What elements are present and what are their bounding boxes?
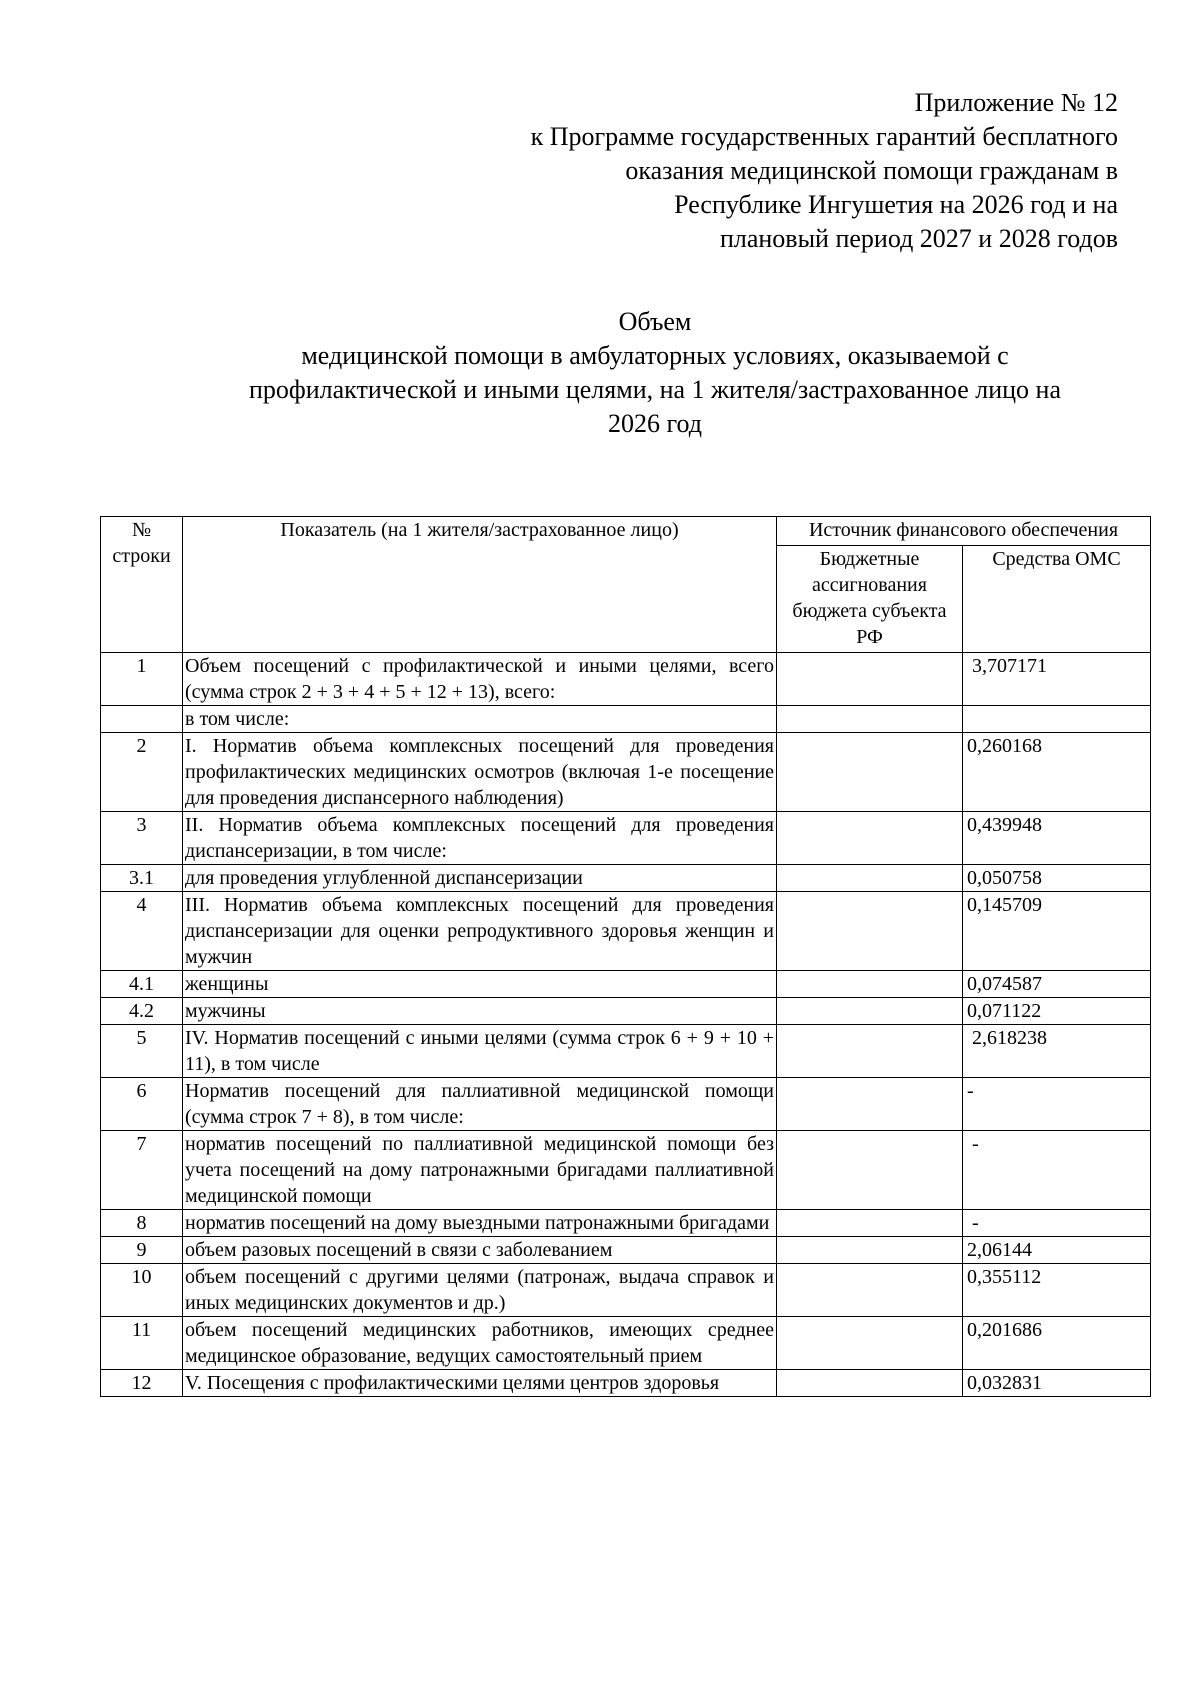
row-number: 4.1: [101, 971, 183, 998]
row-oms: 0,145709: [963, 892, 1151, 971]
row-indicator: норматив посещений по паллиативной медицинской помощи без учета посещений на дому патронажными бригадами паллиативной медицинской помощи: [183, 1131, 777, 1210]
table-row: [101, 1264, 1151, 1317]
title-line: медицинской помощи в амбулаторных условиях, оказываемой с: [301, 341, 1009, 370]
row-number: 8: [101, 1210, 183, 1237]
row-budget: [777, 1237, 963, 1264]
row-budget: [777, 1317, 963, 1370]
row-indicator: объем посещений медицинских работников, имеющих среднее медицинское образование, ведущих самостоятельный прием: [183, 1317, 777, 1370]
row-number: 11: [101, 1317, 183, 1370]
table-row: [101, 1317, 1151, 1370]
row-number: 7: [101, 1131, 183, 1210]
header-oms: Средства ОМС: [963, 546, 1151, 653]
table-row: [101, 1370, 1151, 1397]
table-row: [101, 998, 1151, 1025]
volume-table: [100, 516, 1151, 1397]
header-row-no: № строки: [101, 517, 183, 653]
row-number: 4: [101, 892, 183, 971]
row-indicator: II. Норматив объема комплексных посещений для проведения диспансеризации, в том числе:: [183, 812, 777, 865]
row-oms: -: [963, 1131, 1151, 1210]
row-oms: 0,439948: [963, 812, 1151, 865]
row-indicator: для проведения углубленной диспансеризации: [183, 865, 777, 892]
row-indicator: мужчины: [183, 998, 777, 1025]
row-number: 1: [101, 653, 183, 706]
table-row: [101, 1131, 1151, 1210]
table-row: [101, 706, 1151, 733]
row-indicator: женщины: [183, 971, 777, 998]
row-budget: [777, 971, 963, 998]
row-number: 4.2: [101, 998, 183, 1025]
document-title: [100, 305, 1200, 441]
row-number: 2: [101, 733, 183, 812]
table-header-row: [101, 517, 1151, 546]
row-indicator: I. Норматив объема комплексных посещений для проведения профилактических медицинских осмотров (включая 1-е посещение для проведения диспансерного наблюдения): [183, 733, 777, 812]
row-oms: 3,707171: [963, 653, 1151, 706]
row-budget: [777, 1210, 963, 1237]
row-indicator: III. Норматив объема комплексных посещений для проведения диспансеризации для оценки репродуктивного здоровья женщин и мужчин: [183, 892, 777, 971]
table-row: [101, 733, 1151, 812]
row-number: 5: [101, 1025, 183, 1078]
row-oms: 0,050758: [963, 865, 1151, 892]
row-budget: [777, 812, 963, 865]
row-oms: 2,06144: [963, 1237, 1151, 1264]
row-indicator: объем разовых посещений в связи с заболеванием: [183, 1237, 777, 1264]
row-oms: 0,355112: [963, 1264, 1151, 1317]
row-budget: [777, 706, 963, 733]
row-budget: [777, 892, 963, 971]
row-oms: 0,071122: [963, 998, 1151, 1025]
row-budget: [777, 1078, 963, 1131]
row-number: 10: [101, 1264, 183, 1317]
table-row: [101, 1025, 1151, 1078]
header-indicator: Показатель (на 1 жителя/застрахованное лицо): [183, 517, 777, 653]
row-number: 12: [101, 1370, 183, 1397]
table-row: [101, 653, 1151, 706]
row-number: 6: [101, 1078, 183, 1131]
row-indicator: Объем посещений с профилактической и иными целями, всего (сумма строк 2 + 3 + 4 + 5 + 12 + 13), всего:: [183, 653, 777, 706]
row-oms: 0,032831: [963, 1370, 1151, 1397]
row-budget: [777, 1131, 963, 1210]
appendix-line: оказания медицинской помощи гражданам в: [625, 156, 1118, 185]
title-line: Объем: [618, 307, 692, 336]
row-oms: 0,201686: [963, 1317, 1151, 1370]
table-row: [101, 865, 1151, 892]
row-oms: 0,260168: [963, 733, 1151, 812]
row-budget: [777, 998, 963, 1025]
row-budget: [777, 1370, 963, 1397]
table-row: [101, 1237, 1151, 1264]
table-row: [101, 892, 1151, 971]
row-indicator: IV. Норматив посещений с иными целями (сумма строк 6 + 9 + 10 + 11), в том числе: [183, 1025, 777, 1078]
table-row: [101, 1210, 1151, 1237]
row-indicator: объем посещений с другими целями (патронаж, выдача справок и иных медицинских документов и др.): [183, 1264, 777, 1317]
table-row: [101, 1078, 1151, 1131]
row-oms: 0,074587: [963, 971, 1151, 998]
row-number: 9: [101, 1237, 183, 1264]
row-number: 3: [101, 812, 183, 865]
header-budget: Бюджетные ассигнования бюджета субъекта РФ: [777, 546, 963, 653]
row-budget: [777, 1264, 963, 1317]
appendix-header: [398, 86, 1118, 256]
row-oms: -: [963, 1210, 1151, 1237]
row-indicator: V. Посещения с профилактическими целями центров здоровья: [183, 1370, 777, 1397]
row-number: [101, 706, 183, 733]
appendix-line: Республике Ингушетия на 2026 год и на: [674, 190, 1118, 219]
row-indicator: Норматив посещений для паллиативной медицинской помощи (сумма строк 7 + 8), в том числе:: [183, 1078, 777, 1131]
appendix-line: плановый период 2027 и 2028 годов: [719, 224, 1118, 253]
row-oms: 2,618238: [963, 1025, 1151, 1078]
row-oms: -: [963, 1078, 1151, 1131]
appendix-line: к Программе государственных гарантий бесплатного: [530, 122, 1118, 151]
row-oms: [963, 706, 1151, 733]
table-row: [101, 971, 1151, 998]
row-budget: [777, 1025, 963, 1078]
title-line: 2026 год: [608, 409, 702, 438]
header-funding-source: Источник финансового обеспечения: [777, 517, 1151, 546]
appendix-line: Приложение № 12: [914, 88, 1118, 117]
row-budget: [777, 733, 963, 812]
title-line: профилактической и иными целями, на 1 жителя/застрахованное лицо на: [248, 375, 1061, 404]
row-indicator: норматив посещений на дому выездными патронажными бригадами: [183, 1210, 777, 1237]
table-row: [101, 812, 1151, 865]
row-number: 3.1: [101, 865, 183, 892]
row-budget: [777, 865, 963, 892]
row-budget: [777, 653, 963, 706]
row-indicator: в том числе:: [183, 706, 777, 733]
